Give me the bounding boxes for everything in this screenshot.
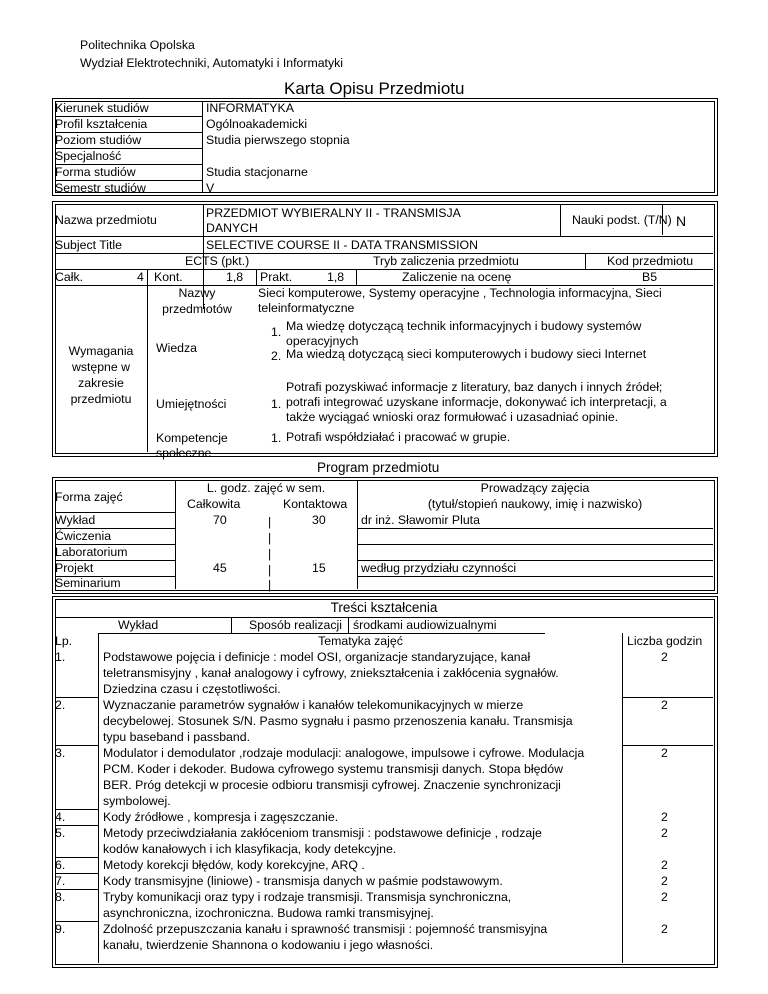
hours-total-header: Całkowita (187, 497, 241, 511)
code-header: Kod przedmiotu (607, 254, 694, 268)
topic-3-line1: Modulator i demodulator ,rodzaje modulacji: analogowe, impulsowe i cyfrowe. Modulacja (103, 746, 585, 760)
skills-1-num: 1. (271, 397, 282, 411)
competence-1-num: 1. (271, 431, 282, 445)
prereq-names-line1: Sieci komputerowe, Systemy operacyjne , Technologia informacyjna, Sieci (258, 286, 662, 300)
subject-name-value-line2: DANYCH (206, 221, 258, 235)
info-label-semestr: Semestr studiów (55, 181, 146, 195)
topic-9-line2: kanału, twierdzenie Shannona o kodowaniu i jego własności. (103, 938, 434, 952)
competence-1-line1: Potrafi współdziałać i pracować w grupie. (286, 430, 511, 444)
topic-6-hours: 2 (661, 858, 668, 872)
form-row-laboratorium: Laboratorium (55, 545, 128, 559)
knowledge-1-line1: Ma wiedzę dotyczącą technik informacyjnych i budowy systemów (286, 319, 642, 333)
form-row-wyklad: Wykład (55, 513, 96, 527)
form-row-wyklad-sep: | (268, 515, 272, 529)
prereq-competence-label-2: społeczne (156, 446, 212, 460)
code-value: B5 (642, 270, 658, 284)
form-row-projekt-total: 45 (213, 561, 227, 575)
content-method-label: Sposób realizacji (249, 618, 342, 632)
topic-1-line2: teletransmisyjny , kanał analogowy i cyfrowy, zniekształcenia i zakłócenia sygnałów. (103, 666, 559, 680)
info-label-forma: Forma studiów (55, 165, 136, 179)
form-row-cwiczenia: Ćwiczenia (55, 529, 112, 543)
prereq-knowledge-label: Wiedza (156, 341, 198, 355)
topic-2-num: 2. (55, 698, 66, 712)
content-hours-header: Liczba godzin (627, 634, 703, 648)
topic-1-line3: Dziedzina czasu i częstotliwości. (103, 682, 281, 696)
mode-value: Zaliczenie na ocenę (402, 270, 512, 284)
topic-3-line2: PCM. Koder i dekoder. Budowa cyfrowego systemu transmisji danych. Stopa błędów (103, 762, 563, 776)
form-row-wyklad-total: 70 (213, 513, 227, 527)
ects-kont-value: 1,8 (226, 270, 244, 284)
page-title: Karta Opisu Przedmiotu (284, 79, 465, 98)
knowledge-2-line1: Ma wiedzą dotyczącą sieci komputerowych i budowy sieci Internet (286, 347, 647, 361)
topic-2-line2: decybelowej. Stosunek S/N. Pasmo sygnału i pasmo przenoszenia kanału. Transmisja (103, 714, 573, 728)
teacher-header-1: Prowadzący zajęcia (480, 481, 590, 495)
topic-5-line1: Metody przeciwdziałania zakłóceniom transmisji : podstawowe definicje , rodzaje (103, 826, 542, 840)
topic-1-num: 1. (55, 650, 66, 664)
topic-9-hours: 2 (661, 922, 668, 936)
info-value-kierunek: INFORMATYKA (206, 101, 294, 115)
info-value-profil: Ogólnoakademicki (206, 117, 308, 131)
prereq-names-label-line: przedmiotów (162, 302, 232, 316)
content-lp-header: Lp. (55, 634, 73, 648)
topic-5-hours: 2 (661, 826, 668, 840)
prereq-competence-label-1: Kompetencje (156, 431, 228, 445)
ects-prakt-label: Prakt. (260, 270, 293, 284)
basic-science-value: N (676, 213, 687, 229)
ects-total-label: Całk. (55, 270, 84, 284)
subject-title-value: SELECTIVE COURSE II - DATA TRANSMISSION (206, 238, 478, 252)
knowledge-1-line2: operacyjnych (286, 334, 359, 348)
prereq-skills-label: Umiejętności (156, 397, 227, 411)
form-row-wyklad-contact: 30 (312, 513, 326, 527)
hours-header: L. godz. zajęć w sem. (206, 481, 326, 495)
form-row-cwiczenia-sep: | (268, 531, 272, 545)
ects-kont-label: Kont. (154, 270, 183, 284)
info-value-forma: Studia stacjonarne (206, 165, 308, 179)
university-name: Politechnika Opolska (80, 38, 195, 52)
topic-9-line1: Zdolność przepuszczania kanału i sprawność transmisji : pojemność transmisyjna (103, 922, 548, 936)
form-row-projekt-contact: 15 (312, 561, 326, 575)
topic-2-hours: 2 (661, 698, 668, 712)
skills-1-line2: potrafi integrować uzyskane informacje, dokonywać ich interpretacji, a (286, 395, 667, 409)
topic-5-line2: kodów kanałowych i ich klasyfikacja, kody detekcyjne. (103, 842, 397, 856)
basic-science-box (662, 205, 713, 235)
study-info-block (52, 98, 718, 196)
subject-title-label: Subject Title (55, 238, 122, 252)
info-label-poziom: Poziom studiów (55, 133, 142, 147)
subject-name-label: Nazwa przedmiotu (55, 213, 157, 227)
topic-7-hours: 2 (661, 874, 668, 888)
info-label-specjalnosc: Specjalność (55, 149, 122, 163)
content-topic-header: Tematyka zajęć (318, 634, 403, 648)
topic-3-line3: BER. Próg detekcji w procesie odbioru transmisji cyfrowej. Znaczenie synchronizacji (103, 778, 561, 792)
form-row-laboratorium-sep: | (268, 547, 272, 561)
topic-8-line2: asynchroniczna, izochroniczna. Budowa ramki transmisyjnej. (103, 906, 434, 920)
form-row-projekt-sep: | (268, 563, 272, 577)
prereq-names-line2: teleinformatyczne (258, 301, 355, 315)
info-label-kierunek: Kierunek studiów (55, 101, 149, 115)
topic-3-hours: 2 (661, 746, 668, 760)
info-value-poziom: Studia pierwszego stopnia (206, 133, 350, 147)
topic-6-num: 6. (55, 858, 66, 872)
form-header: Forma zajęć (55, 490, 123, 504)
topic-6-line1: Metody korekcji błędów, kody korekcyjne, ARQ . (103, 858, 365, 872)
topic-5-num: 5. (55, 826, 66, 840)
topic-1-line1: Podstawowe pojęcia i definicje : model OSI, organizacje standaryzujące, kanał (103, 650, 531, 664)
content-title: Treści kształcenia (330, 600, 438, 615)
topic-8-hours: 2 (661, 890, 668, 904)
ects-total-value: 4 (137, 270, 144, 284)
content-form-value: Wykład (118, 618, 159, 632)
topic-7-line1: Kody transmisyjne (liniowe) - transmisja danych w paśmie podstawowym. (103, 874, 503, 888)
basic-science-label: Nauki podst. (T/N) (572, 213, 672, 227)
knowledge-2-num: 2. (271, 349, 282, 363)
ects-header: ECTS (pkt.) (185, 254, 250, 268)
mode-header: Tryb zaliczenia przedmiotu (373, 254, 519, 268)
form-row-seminarium-sep: | (268, 578, 272, 592)
form-row-seminarium: Seminarium (55, 576, 121, 590)
teacher-header-2: (tytuł/stopień naukowy, imię i nazwisko) (427, 497, 643, 511)
faculty-name: Wydział Elektrotechniki, Automatyki i Informatyki (80, 56, 343, 70)
skills-1-line3: także wyciągać wnioski oraz formułować i uzasadniać opinie. (286, 410, 619, 424)
topic-4-line1: Kody źródłowe , kompresja i zagęszczanie. (103, 810, 339, 824)
topic-8-line1: Tryby komunikacji oraz typy i rodzaje transmisji. Transmisja synchroniczna, (103, 890, 512, 904)
topic-7-num: 7. (55, 874, 66, 888)
topic-9-num: 9. (55, 922, 66, 936)
form-row-projekt-teacher: według przydziału czynności (361, 561, 517, 575)
topic-4-hours: 2 (661, 810, 668, 824)
program-title: Program przedmiotu (317, 460, 440, 475)
topic-8-num: 8. (55, 890, 66, 904)
topic-1-hours: 2 (661, 650, 668, 664)
topic-3-num: 3. (55, 746, 66, 760)
prereq-names-label-wrap (147, 285, 247, 317)
topic-2-line3: typu baseband i passband. (103, 730, 250, 744)
ects-prakt-value: 1,8 (327, 270, 345, 284)
topic-3-line4: symbolowej. (103, 794, 171, 808)
form-row-projekt: Projekt (55, 561, 94, 575)
hours-contact-header: Kontaktowa (283, 497, 348, 511)
info-label-profil: Profil kształcenia (55, 117, 148, 131)
info-value-semestr: V (206, 181, 215, 195)
prereq-section-label: Wymagania wstępne w zakresie przedmiotu (68, 344, 134, 406)
knowledge-1-num: 1. (271, 325, 282, 339)
prereq-names-label-line: Nazwy (178, 286, 216, 300)
content-method-value: środkami audiowizualnymi (353, 618, 497, 632)
skills-1-line1: Potrafi pozyskiwać informacje z literatury, baz danych i innych źródeł; (286, 380, 663, 394)
topic-4-num: 4. (55, 810, 66, 824)
topic-2-line1: Wyznaczanie parametrów sygnałów i kanałów telekomunikacyjnych w mierze (103, 698, 524, 712)
form-row-wyklad-teacher: dr inż. Sławomir Pluta (361, 513, 480, 527)
subject-name-value-line1: PRZEDMIOT WYBIERALNY II - TRANSMISJA (206, 206, 461, 220)
